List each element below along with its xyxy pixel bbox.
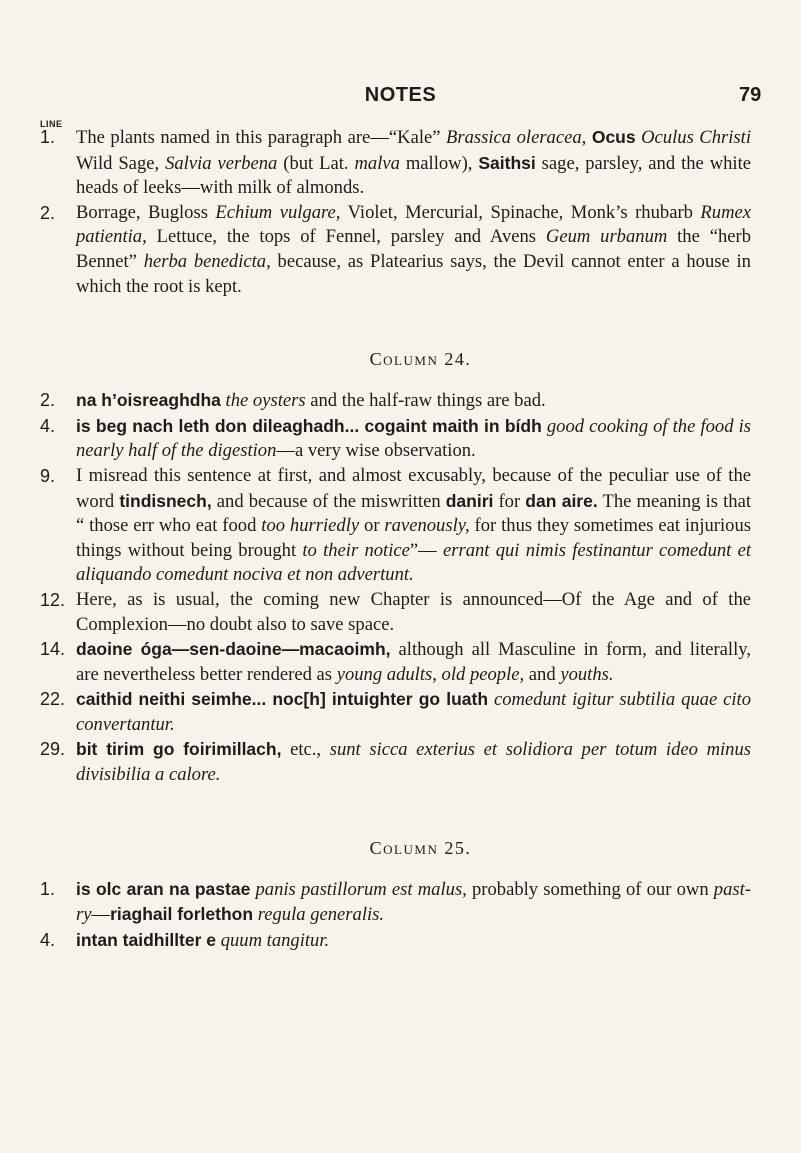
irish-term: intan taidhillter e [76,929,217,950]
commentary-text: for thus they sometimes eat injurious things without being brought [76,515,751,561]
latin-gloss: regula generalis. [257,904,385,926]
commentary-text: etc., [281,739,330,761]
irish-term: dan aire. [525,490,598,511]
note-entry [0,588,751,637]
latin-gloss: panis pastillorum est malus, [255,878,467,900]
latin-gloss: comedunt igitur subtilia quae cito convertantur. [76,689,752,735]
commentary-text: the “herb Bennet” [76,226,751,272]
commentary-text: Violet, Mercurial, Spinache, Monk’s rhubarb [340,201,701,223]
line-number: 29. [40,739,66,760]
commentary-text: sage, parsley, and the white heads of leeks—with milk of almonds. [76,152,752,199]
commentary-text: because, as Platearius says, the Devil cannot enter a house in which the root is kept. [76,250,751,297]
note-entry [0,201,751,299]
line-number: 4. [40,929,56,950]
notes-section-column-24 [0,388,801,788]
irish-term: is beg nach leth don dileaghadh... cogaint maith in bídh [76,415,542,436]
line-number: 1. [40,127,56,147]
irish-term: Ocus [591,127,636,147]
commentary-text: I misread this sentence at first, and almost excusably, because of the peculiar use of the word [76,464,751,512]
commentary-text: and because of the miswritten [211,490,446,512]
irish-term: daoine óga—sen-daoine—macaoimh, [76,639,391,660]
irish-term: is olc aran na pastae [76,878,251,899]
commentary-text: (but Lat. [277,152,355,174]
line-number: 14. [40,639,66,660]
commentary-text: for [493,490,526,512]
line-column-label: LINE [40,119,63,129]
irish-term: caithid neithi seimhe... noc[h] intuighter go luath [76,689,489,710]
latin-gloss: Geum urbanum [545,226,668,248]
latin-gloss: Oculus Christi [641,127,751,148]
commentary-text: or [359,515,385,537]
commentary-text: and the half-raw things are bad. [305,390,546,412]
note-entry [0,388,751,414]
line-number: 12. [40,589,66,610]
latin-gloss: errant qui nimis festinantur comedunt et aliquando comedunt nociva et non advertunt. [76,539,752,586]
note-entry [0,125,751,201]
note-text [76,639,751,685]
note-text [76,127,751,198]
latin-gloss: good cooking of the food is nearly half of the digestion [76,415,751,462]
notes-body [0,125,801,953]
irish-term: Saithsi [478,152,536,173]
running-header [0,84,801,114]
latin-gloss: past-ry [76,878,751,926]
note-text [76,689,751,735]
note-text [76,390,546,411]
commentary-text: The plants named in this paragraph are—“Kale” [76,127,447,148]
note-text [76,202,751,297]
irish-term: tindisnech, [119,490,212,511]
commentary-text: mallow), [399,152,479,174]
commentary-text: — [91,904,111,926]
latin-gloss: Echium vulgare, [215,201,341,223]
note-text [76,879,751,926]
line-number: 1. [40,878,56,899]
note-text [76,465,751,585]
commentary-text: although all Masculine in form, and literally, are nevertheless better rendered as [76,639,752,685]
irish-term: daniri [445,490,494,511]
latin-gloss: to their notice [302,539,410,561]
commentary-text: Borrage, Bugloss [76,201,216,223]
latin-gloss: herba benedicta, [143,250,271,272]
commentary-text: and [524,663,561,685]
latin-gloss: too hurriedly [261,515,360,537]
latin-gloss: ravenously, [384,515,470,537]
column-25-heading: Column 25. [369,837,472,858]
irish-term: na h’oisreaghdha [76,390,221,411]
column-24-heading: Column 24. [369,349,472,370]
latin-gloss: malva [354,152,400,174]
commentary-text: Here, as is usual, the coming new Chapter is announced—Of the Age and of the Complexion—no doubt also to save space. [76,588,751,635]
note-text [76,930,329,951]
commentary-text: probably something of our own [466,878,714,900]
latin-gloss: quum tangitur. [220,929,330,951]
commentary-text: Lettuce, the tops of Fennel, parsley and Avens [146,226,546,248]
commentary-text: —a very wise observation. [276,440,476,462]
irish-term: riaghail forlethon [110,904,254,925]
note-entry [0,464,751,588]
notes-section-1 [0,125,801,299]
line-number: 4. [40,415,56,436]
latin-gloss: the oysters [225,390,306,412]
notes-section-column-25 [0,877,801,954]
latin-gloss: sunt sicca exterius et solidiora per totum ideo minus divisibilia a calore. [76,739,752,786]
note-entry [0,414,751,464]
commentary-text: ”— [409,539,443,561]
line-number: 2. [40,390,56,411]
note-entry [0,737,751,787]
latin-gloss: Rumex patientia, [76,201,752,248]
note-text [76,416,751,462]
latin-gloss: Salvia verbena [165,152,278,174]
note-entry [0,637,751,687]
note-entry [0,877,751,928]
irish-term: bit tirim go foirimillach, [76,739,282,760]
line-number: 9. [40,465,56,486]
line-number: 22. [40,689,66,710]
line-number: 2. [40,202,56,223]
note-entry [0,928,751,954]
note-text [76,589,751,635]
page-title: NOTES [364,84,437,106]
note-text [76,739,751,785]
latin-gloss: Brassica oleracea, [446,127,587,148]
latin-gloss: young adults, old people, [336,663,525,685]
latin-gloss: youths. [560,663,614,685]
commentary-text: The meaning is that “ those err who eat food [76,490,751,537]
page-number: 79 [739,84,762,106]
commentary-text: Wild Sage, [76,152,166,174]
note-entry [0,687,751,737]
